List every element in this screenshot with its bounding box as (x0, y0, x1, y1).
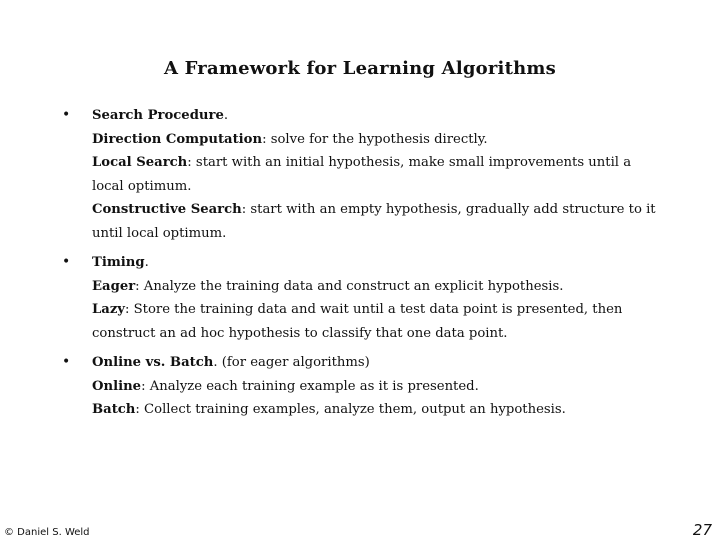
list-item (92, 151, 662, 198)
item-sep: : (135, 402, 140, 417)
section-online-vs-batch (62, 351, 662, 422)
section-heading (92, 104, 662, 128)
copyright-footer: © Daniel S. Weld (4, 527, 90, 538)
item-term: Batch (92, 402, 136, 417)
heading-suffix: . (223, 108, 229, 123)
item-text: Analyze each training example as it is presented. (145, 378, 479, 394)
item-term: Direction Computation (92, 131, 263, 147)
heading-suffix: . (144, 255, 149, 270)
item-sep: : (124, 302, 130, 317)
item-text: Analyze the training data and construct an explicit hypothesis. (139, 278, 564, 294)
page-number: 27 (692, 521, 712, 539)
item-term: Local Search (92, 155, 188, 170)
item-sep: : (141, 378, 146, 394)
section-search-procedure (62, 104, 662, 245)
list-item (92, 398, 662, 422)
item-text: Store the training data and wait until a test data point is presented, then construct an ad hoc hypothesis to classify that one data point. (92, 302, 623, 341)
section-heading (92, 251, 662, 275)
item-text: Collect training examples, analyze them, output an hypothesis. (139, 402, 566, 417)
heading-text: Timing (92, 255, 145, 270)
list-item (92, 198, 662, 245)
section-heading (92, 351, 662, 375)
item-term: Eager (92, 278, 136, 294)
item-sep: : (241, 202, 247, 217)
list-item (92, 375, 662, 399)
list-item (92, 275, 662, 299)
heading-text: Online vs. Batch (92, 355, 214, 370)
bullet-icon: • (62, 107, 71, 123)
slide-title: A Framework for Learning Algorithms (164, 58, 556, 79)
item-term: Constructive Search (92, 202, 242, 217)
item-text: solve for the hypothesis directly. (266, 131, 488, 147)
item-text: start with an initial hypothesis, make small improvements until a local optimum. (92, 155, 632, 194)
item-sep: : (262, 131, 267, 147)
item-sep: : (135, 278, 140, 294)
heading-suffix: . (for eager algorithms) (213, 355, 370, 370)
item-term: Lazy (92, 302, 125, 317)
list-item (92, 298, 662, 345)
bullet-icon: • (62, 354, 71, 370)
list-item (92, 128, 662, 152)
section-timing (62, 251, 662, 345)
item-term: Online (92, 378, 142, 394)
bullet-icon: • (62, 254, 71, 270)
heading-text: Search Procedure (92, 108, 224, 123)
item-text: start with an empty hypothesis, gradually add structure to it until local optimum. (92, 202, 656, 241)
item-sep: : (187, 155, 192, 170)
